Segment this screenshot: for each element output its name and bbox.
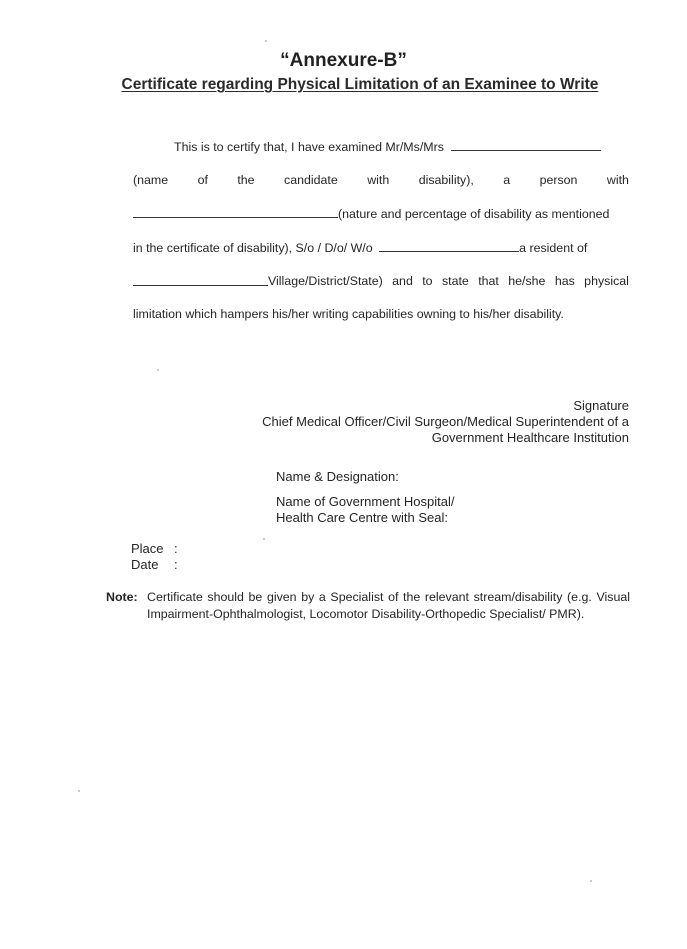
scan-speck bbox=[265, 40, 267, 42]
line2-word: of bbox=[197, 173, 208, 187]
line2-word: person bbox=[539, 173, 578, 187]
line5-word: and bbox=[392, 274, 413, 288]
date-label: Date bbox=[131, 557, 159, 572]
line5-word: has bbox=[554, 274, 575, 288]
annexure-title: “Annexure-B” bbox=[280, 50, 407, 71]
signature-label: Signature bbox=[573, 398, 629, 413]
note-label: Note: bbox=[106, 590, 138, 604]
line2-word: with bbox=[367, 173, 390, 187]
paragraph-line-2 bbox=[133, 173, 629, 189]
name-designation-label: Name & Designation: bbox=[276, 469, 399, 484]
guardian-name-blank bbox=[379, 240, 519, 252]
place-label: Place bbox=[131, 541, 164, 556]
examinee-name-blank bbox=[451, 139, 601, 151]
paragraph-line-4 bbox=[133, 240, 629, 256]
signatory-designation-line1: Chief Medical Officer/Civil Surgeon/Medical Superintendent of a bbox=[262, 414, 629, 429]
paragraph-line-1 bbox=[174, 139, 629, 155]
certificate-subtitle: Certificate regarding Physical Limitation of an Examinee to Write bbox=[121, 76, 599, 93]
line5-word: to bbox=[422, 274, 433, 288]
line5-word: that bbox=[478, 274, 499, 288]
line5-word: state bbox=[441, 274, 469, 288]
relation-text: in the certificate of disability), S/o / D/o/ W/o bbox=[133, 241, 373, 255]
line5-words bbox=[268, 274, 629, 288]
line5-word: physical bbox=[584, 274, 629, 288]
scan-speck bbox=[157, 369, 159, 371]
line2-word: the bbox=[237, 173, 255, 187]
note-text: Certificate should be given by a Specialist of the relevant stream/disability (e.g. Visual Impairment-Ophthalmologist, Locomotor Disability-Orthopedic Specialist/ PMR). bbox=[147, 590, 630, 621]
scan-speck bbox=[590, 880, 592, 882]
resident-text: a resident of bbox=[519, 241, 588, 255]
paragraph-line-6 bbox=[133, 307, 629, 323]
line2-word: disability), bbox=[418, 173, 474, 187]
paragraph-line-3 bbox=[133, 206, 629, 222]
scan-speck bbox=[78, 790, 80, 792]
hospital-label-line2: Health Care Centre with Seal: bbox=[276, 510, 448, 525]
line2-word: candidate bbox=[284, 173, 338, 187]
date-field bbox=[131, 557, 178, 572]
line5-word: Village/District/State) bbox=[268, 274, 383, 288]
date-colon: : bbox=[174, 557, 178, 572]
signatory-designation-line2: Government Healthcare Institution bbox=[431, 430, 629, 445]
line2-word: (name bbox=[133, 173, 169, 187]
paragraph-line-5 bbox=[133, 274, 629, 290]
place-colon: : bbox=[174, 541, 178, 556]
line2-word: a bbox=[503, 173, 511, 187]
certify-text: This is to certify that, I have examined Mr/Ms/Mrs bbox=[174, 140, 444, 154]
location-blank bbox=[133, 274, 268, 286]
limitation-text: limitation which hampers his/her writing capabilities owning to his/her disability. bbox=[133, 307, 564, 321]
hospital-label-line1: Name of Government Hospital/ bbox=[276, 494, 455, 509]
scan-speck bbox=[263, 538, 265, 540]
signature-block bbox=[262, 398, 629, 446]
place-field bbox=[131, 541, 178, 556]
line5-word: he/she bbox=[508, 274, 546, 288]
line2-word: with bbox=[606, 173, 629, 187]
nature-text: (nature and percentage of disability as mentioned bbox=[338, 207, 610, 221]
nature-disability-blank bbox=[133, 206, 338, 218]
